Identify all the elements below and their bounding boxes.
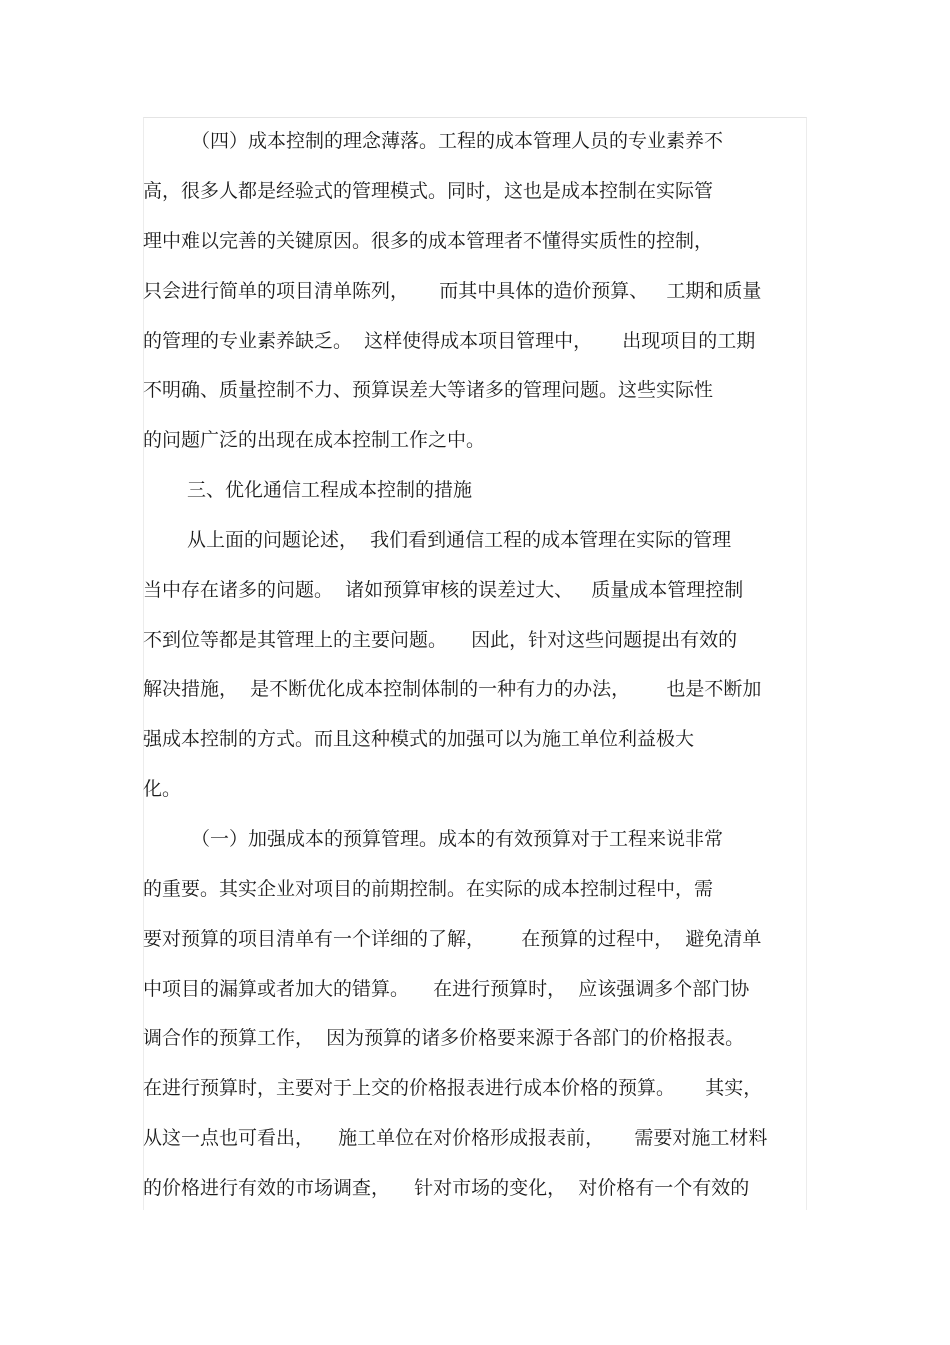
paragraph-line: 强成本控制的方式。而且这种模式的加强可以为施工单位利益极大 xyxy=(143,728,695,750)
paragraph-line: 调合作的预算工作， 因为预算的诸多价格要来源于各部门的价格报表。 xyxy=(143,1027,745,1049)
paragraph-line: 中项目的漏算或者加大的错算。 在进行预算时， 应该强调多个部门协 xyxy=(143,978,750,1000)
paragraph-line: 从这一点也可看出， 施工单位在对价格形成报表前， 需要对施工材料 xyxy=(143,1127,768,1149)
paragraph-line: 的管理的专业素养缺乏。 这样使得成本项目管理中， 出现项目的工期 xyxy=(143,330,756,352)
paragraph-line: 的问题广泛的出现在成本控制工作之中。 xyxy=(143,429,486,451)
paragraph-line: 从上面的问题论述， 我们看到通信工程的成本管理在实际的管理 xyxy=(187,529,732,551)
paragraph-line: 要对预算的项目清单有一个详细的了解， 在预算的过程中， 避免清单 xyxy=(143,928,762,950)
section-heading: 三、优化通信工程成本控制的措施 xyxy=(187,479,473,501)
paragraph-line: 解决措施， 是不断优化成本控制体制的一种有力的办法， 也是不断加 xyxy=(143,678,762,700)
paragraph-line: 不到位等都是其管理上的主要问题。 因此，针对这些问题提出有效的 xyxy=(143,629,738,651)
paragraph-line: 化。 xyxy=(143,778,182,800)
paragraph-line: 理中难以完善的关键原因。很多的成本管理者不懂得实质性的控制， xyxy=(143,230,714,252)
paragraph-line: （四）成本控制的理念薄落。工程的成本管理人员的专业素养不 xyxy=(191,130,724,152)
paragraph-line: 的价格进行有效的市场调查， 针对市场的变化， 对价格有一个有效的 xyxy=(143,1177,750,1199)
paragraph-line: 不明确、质量控制不力、预算误差大等诸多的管理问题。这些实际性 xyxy=(143,379,714,401)
paragraph-line: 只会进行简单的项目清单陈列， 而其中具体的造价预算、 工期和质量 xyxy=(143,280,762,302)
paragraph-line: 的重要。其实企业对项目的前期控制。在实际的成本控制过程中，需 xyxy=(143,878,714,900)
paragraph-line: 在进行预算时，主要对于上交的价格报表进行成本价格的预算。 其实， xyxy=(143,1077,763,1099)
paragraph-line: 高，很多人都是经验式的管理模式。同时，这也是成本控制在实际管 xyxy=(143,180,714,202)
paragraph-line: （一）加强成本的预算管理。成本的有效预算对于工程来说非常 xyxy=(191,828,724,850)
paragraph-line: 当中存在诸多的问题。 诸如预算审核的误差过大、 质量成本管理控制 xyxy=(143,579,744,601)
